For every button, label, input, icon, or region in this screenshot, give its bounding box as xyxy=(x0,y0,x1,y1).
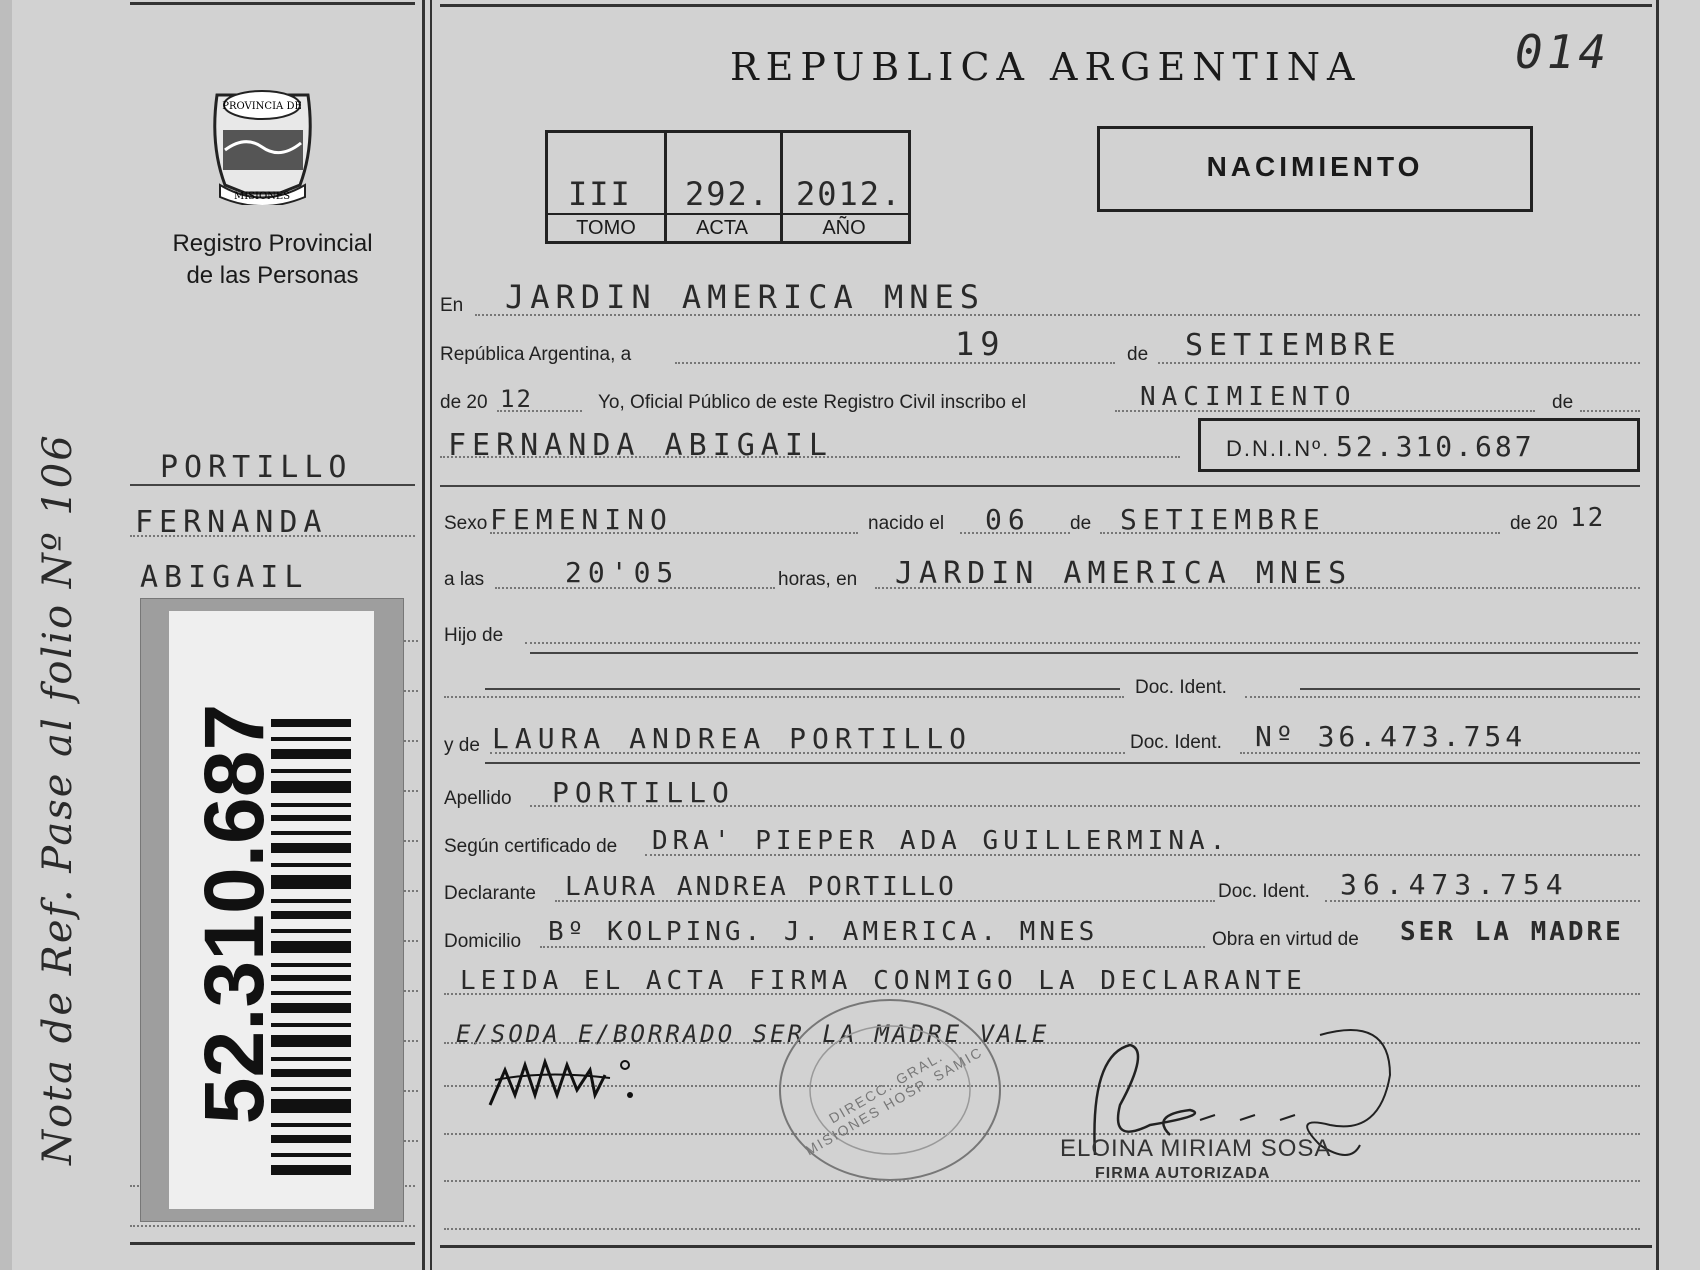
dni-sticker-barcode xyxy=(271,719,351,1179)
margin-line xyxy=(130,1225,415,1227)
blank-rule-4 xyxy=(444,1133,1640,1135)
domicilio-line xyxy=(540,946,1205,948)
declarante-value: LAURA ANDREA PORTILLO xyxy=(565,872,957,902)
dni-sticker xyxy=(140,598,404,1222)
box-row-divider xyxy=(548,213,908,215)
blank-rule-5 xyxy=(444,1180,1640,1182)
apellido-label: Apellido xyxy=(444,788,512,809)
certificado-line xyxy=(645,854,1640,856)
birth-month-line xyxy=(1100,532,1500,534)
observation-line-1: LEIDA EL ACTA FIRMA CONMIGO LA DECLARANTE xyxy=(460,966,1307,996)
birth-place-line xyxy=(875,587,1640,589)
en-label: En xyxy=(440,295,464,316)
dni-box xyxy=(1198,418,1640,472)
domicilio-label: Domicilio xyxy=(444,931,522,952)
anio-value: 2012. xyxy=(796,175,903,213)
child-name: FERNANDA ABIGAIL xyxy=(448,428,833,463)
certificado-value: DRA' PIEPER ADA GUILLERMINA. xyxy=(652,826,1231,856)
sexo-line xyxy=(490,532,858,534)
top-rule-right xyxy=(440,4,1652,7)
day-value: 19 xyxy=(955,325,1006,363)
apellido-value: PORTILLO xyxy=(552,776,735,809)
provincia-misiones-seal xyxy=(205,75,320,205)
right-border xyxy=(1656,0,1659,1270)
sexo-label: Sexo xyxy=(444,513,488,534)
yo-text: Yo, Oficial Público de este Registro Civil inscribo el xyxy=(598,392,1027,413)
blank-rule-6 xyxy=(444,1228,1640,1230)
dni-sticker-number: 52.310.687 xyxy=(187,703,281,1125)
dni-label: D.N.I.Nº. xyxy=(1226,436,1331,461)
bottom-rule-right xyxy=(440,1245,1652,1248)
certificado-label: Según certificado de xyxy=(444,836,618,857)
observation-line-2: E/SODA E/BORRADO SER LA MADRE VALE xyxy=(456,1020,1050,1048)
father-doc-line xyxy=(1245,696,1640,698)
registry-name-line1: Registro Provincial xyxy=(172,230,373,257)
sexo-value: FEMENINO xyxy=(490,503,673,536)
margin-name2: ABIGAIL xyxy=(140,560,309,595)
declarante-label: Declarante xyxy=(444,883,536,904)
en-value: JARDIN AMERICA MNES xyxy=(505,278,986,316)
de-label-2: de xyxy=(1552,392,1574,413)
mother-name-line xyxy=(490,752,1125,754)
record-type-box xyxy=(1097,126,1533,212)
father-blank-rule xyxy=(485,688,1120,690)
margin-surname-rule xyxy=(130,484,415,486)
declarante-doc-value: 36.473.754 xyxy=(1340,868,1569,901)
anio-label: AÑO xyxy=(822,217,866,239)
birth-day: 06 xyxy=(985,503,1031,536)
birth-day-line xyxy=(960,532,1070,534)
record-type-label: NACIMIENTO xyxy=(1206,151,1424,182)
obra-value: SER LA MADRE xyxy=(1400,917,1624,947)
signatory-name: ELOINA MIRIAM SOSA xyxy=(1060,1135,1332,1162)
hijo-line xyxy=(525,642,1640,644)
seal-top-text: PROVINCIA DE xyxy=(222,101,302,112)
time-line xyxy=(495,587,775,589)
left-column-divider-inner xyxy=(430,0,432,1270)
month-value: SETIEMBRE xyxy=(1185,328,1402,363)
apellido-line xyxy=(530,805,1640,807)
declarante-doc-label: Doc. Ident. xyxy=(1218,881,1310,902)
page-left-border xyxy=(0,0,12,1270)
mother-doc-value: Nº 36.473.754 xyxy=(1255,720,1527,753)
year-suffix: 12 xyxy=(500,385,533,413)
registry-name-line2: de las Personas xyxy=(186,262,359,289)
margin-name1-rule xyxy=(130,535,415,537)
birth-place: JARDIN AMERICA MNES xyxy=(895,556,1353,591)
observation-rule-1 xyxy=(444,993,1640,995)
stamp-text: DIRECC. GRAL. MISIONES HOSP. SAMIC xyxy=(802,1043,986,1159)
year-prefix: de 20 xyxy=(440,392,488,413)
declarante-doc-line xyxy=(1325,900,1640,902)
acta-label: ACTA xyxy=(696,217,748,239)
de-line-2 xyxy=(1580,410,1640,412)
alas-label: a las xyxy=(444,569,485,590)
tomo-acta-anio-box xyxy=(545,130,911,244)
signatory-role: FIRMA AUTORIZADA xyxy=(1095,1165,1271,1182)
bottom-rule-left xyxy=(130,1242,415,1245)
folio-number: 014 xyxy=(1515,25,1611,79)
nacido-label: nacido el xyxy=(868,513,945,534)
dni-sticker-number-wrap xyxy=(186,634,281,1194)
hijo-blank-rule xyxy=(530,652,1638,654)
section-rule xyxy=(440,485,1640,487)
horas-label: horas, en xyxy=(778,569,858,590)
mother-doc-line xyxy=(1240,752,1640,754)
mother-doc-label: Doc. Ident. xyxy=(1130,732,1222,753)
left-column-divider xyxy=(422,0,425,1270)
mother-doc-blank-rule xyxy=(485,762,1640,764)
hijo-label: Hijo de xyxy=(444,625,504,646)
father-doc-blank-rule xyxy=(1300,688,1640,690)
birth-year-suffix: 12 xyxy=(1570,503,1606,533)
birth-de-label: de xyxy=(1070,513,1092,534)
tomo-value: III xyxy=(568,175,632,213)
father-doc-label: Doc. Ident. xyxy=(1135,677,1227,698)
top-rule-left xyxy=(130,2,415,5)
margin-vertical-note-wrap xyxy=(35,433,95,1165)
birth-month: SETIEMBRE xyxy=(1120,503,1326,536)
year-line xyxy=(497,410,582,412)
time-value: 20'05 xyxy=(565,556,680,589)
mother-name: LAURA ANDREA PORTILLO xyxy=(492,722,973,755)
seal-bottom-text: MISIONES xyxy=(233,191,291,202)
obra-label: Obra en virtud de xyxy=(1212,929,1359,950)
yde-label: y de xyxy=(444,735,480,756)
child-name-line xyxy=(440,456,1180,458)
dni-value: 52.310.687 xyxy=(1336,430,1535,463)
father-line xyxy=(444,696,1124,698)
birth-year-prefix: de 20 xyxy=(1510,513,1558,534)
margin-name1: FERNANDA xyxy=(135,505,328,540)
margin-surname: PORTILLO xyxy=(160,450,353,485)
domicilio-value: Bº KOLPING. J. AMERICA. MNES xyxy=(548,917,1099,947)
declarant-signature xyxy=(485,1040,665,1110)
country-title: REPUBLICA ARGENTINA xyxy=(730,45,1362,89)
declarante-line xyxy=(555,900,1215,902)
acta-value: 292. xyxy=(685,175,771,213)
day-line xyxy=(675,362,1115,364)
event-value: NACIMIENTO xyxy=(1140,382,1357,412)
tomo-label: TOMO xyxy=(576,217,636,239)
official-round-stamp xyxy=(770,990,1010,1190)
de-label: de xyxy=(1127,344,1149,365)
margin-vertical-note: Nota de Ref. Pase al folio Nº 106 xyxy=(35,433,81,1165)
republica-label: República Argentina, a xyxy=(440,344,632,365)
